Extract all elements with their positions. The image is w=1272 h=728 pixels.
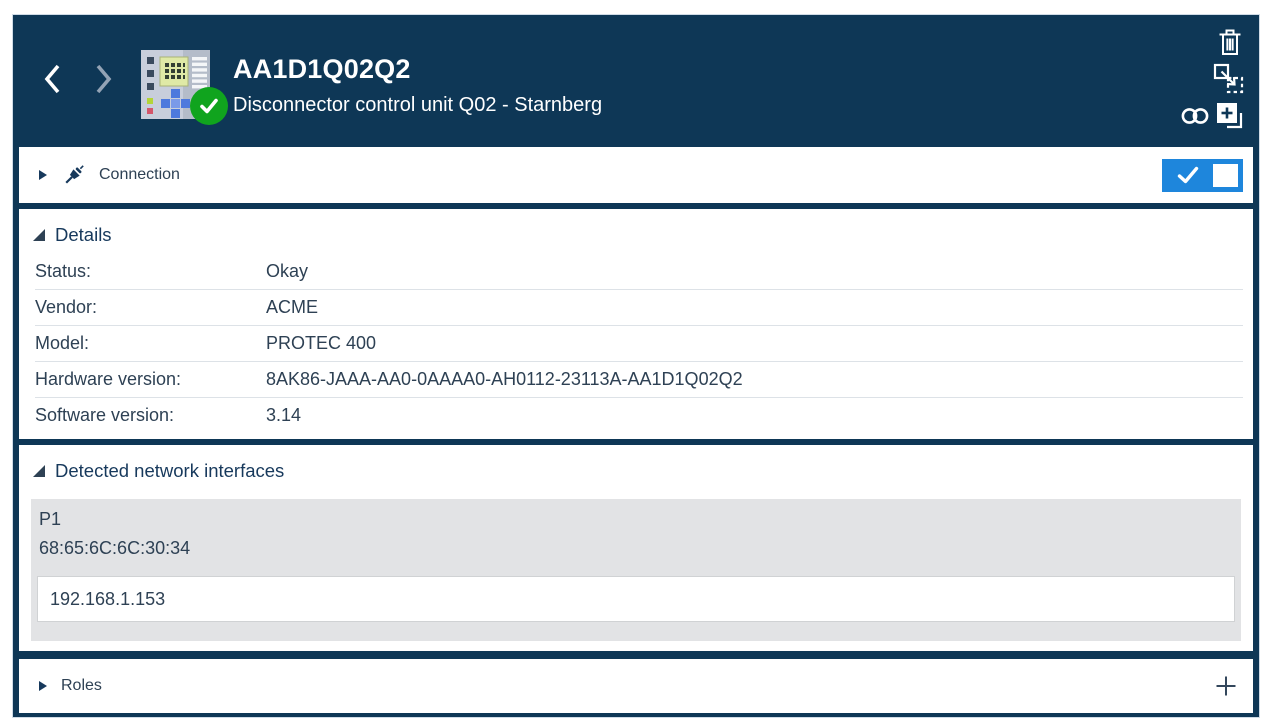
detail-row [35,325,1243,361]
detail-row [35,361,1243,397]
detail-value: Okay [266,260,309,281]
detail-label: Vendor: [35,297,98,317]
chevron-right-icon [91,61,115,97]
section-connection[interactable] [19,147,1253,203]
detail-label: Status: [35,260,92,281]
detail-row [35,289,1243,325]
plus-icon [1215,675,1237,697]
device-header [13,15,1259,147]
add-device-icon [1214,100,1245,131]
section-details-label: Details [55,224,112,245]
sections-container [13,147,1259,713]
detail-row [35,253,1243,289]
interface-mac-address: 68:65:6C:6C:30:34 [39,538,191,558]
chevron-left-icon [41,61,65,97]
page-subtitle: Disconnector control unit Q02 - Starnberg [233,94,603,116]
device-titles [233,53,602,118]
detail-value: ACME [266,297,319,317]
connection-toggle[interactable] [1162,159,1243,192]
detail-label: Hardware version: [35,369,182,389]
section-network-header[interactable] [19,445,1253,489]
expand-arrow-icon [39,170,47,180]
detail-value: PROTEC 400 [266,333,377,353]
replace-icon [1213,63,1244,94]
toggle-knob [1213,164,1238,187]
section-network-interfaces [19,445,1253,651]
link-icon [1180,103,1210,129]
device-icon [139,48,212,121]
forward-button[interactable] [91,61,115,97]
toggle-checkmark-icon [1176,163,1200,187]
status-ok-badge [190,87,228,125]
collapse-arrow-icon [33,229,45,241]
detail-label: Model: [35,333,90,353]
plug-icon [61,162,87,188]
section-details [19,209,1253,439]
add-device-button[interactable] [1214,100,1245,131]
section-details-header[interactable] [19,209,1253,253]
replace-device-button[interactable] [1213,63,1244,94]
link-device-button[interactable] [1180,103,1210,129]
expand-arrow-icon [39,681,47,691]
checkmark-icon [197,94,221,118]
ip-address-input[interactable] [37,576,1235,622]
section-roles-label: Roles [61,677,102,694]
detail-row [35,397,1243,433]
detail-label: Software version: [35,405,175,425]
detail-value: 3.14 [266,405,302,425]
section-connection-label: Connection [99,166,180,183]
page-title: AA1D1Q02Q2 [233,54,411,84]
detail-value: 8AK86-JAAA-AA0-0AAAA0-AH0112-23113A-AA1D1Q02Q2 [266,369,743,389]
add-role-button[interactable] [1215,675,1237,697]
back-button[interactable] [41,61,65,97]
network-interface-card [31,499,1241,641]
collapse-arrow-icon [33,465,45,477]
device-detail-window [12,14,1260,718]
interface-port: P1 [39,509,62,529]
delete-button[interactable] [1217,28,1243,57]
section-roles[interactable] [19,659,1253,713]
section-network-label: Detected network interfaces [55,460,285,481]
trash-icon [1217,28,1243,57]
